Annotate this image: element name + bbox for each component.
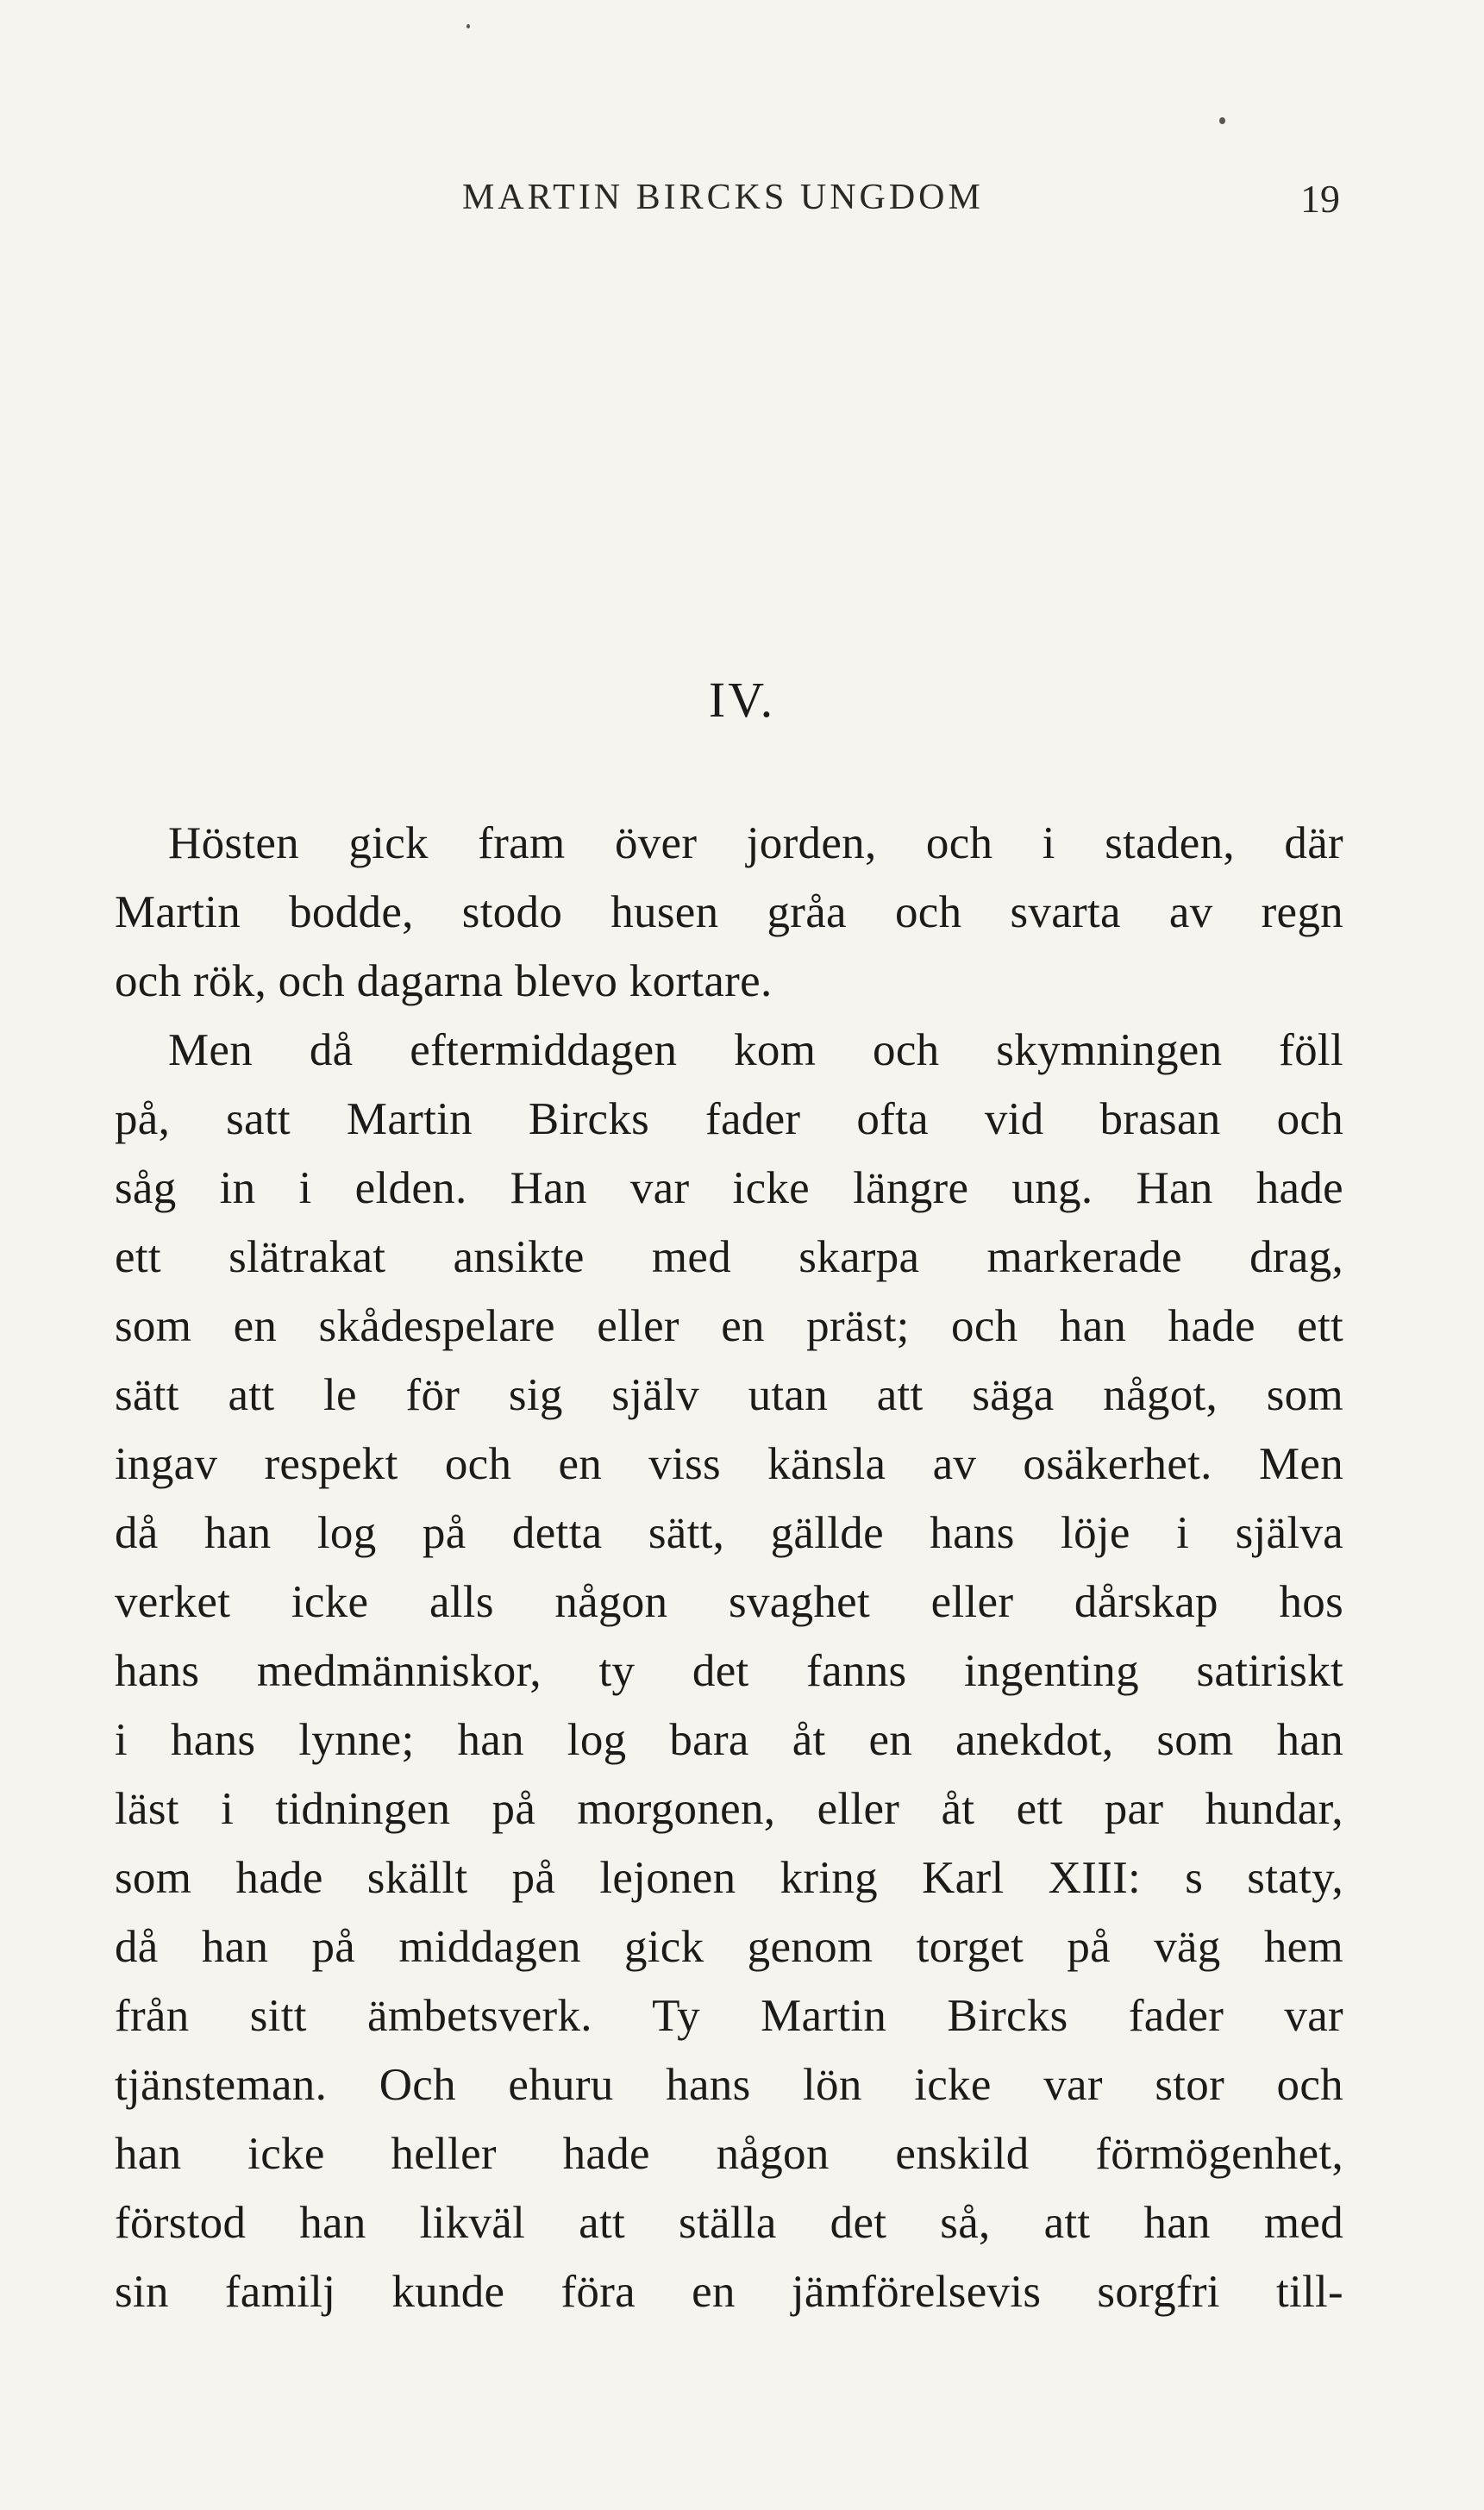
- text-line: ett slätrakat ansikte med skarpa markerade drag,: [115, 1232, 1343, 1282]
- text-line: hans medmänniskor, ty det fanns ingenting satiriskt: [115, 1646, 1343, 1696]
- print-speck: [1219, 117, 1225, 124]
- text-line: i hans lynne; han log bara åt en anekdot, som han: [115, 1715, 1343, 1765]
- running-head: MARTIN BIRCKS UNGDOM: [462, 178, 984, 217]
- text-line: ingav respekt och en viss känsla av osäkerhet. Men: [115, 1439, 1343, 1489]
- text-line: han icke heller hade någon enskild förmögenhet,: [115, 2129, 1343, 2179]
- text-line: sätt att le för sig själv utan att säga något, som: [115, 1370, 1343, 1420]
- text-line: som en skådespelare eller en präst; och han hade ett: [115, 1301, 1343, 1351]
- text-line: sin familj kunde föra en jämförelsevis sorgfri till-: [115, 2267, 1343, 2317]
- text-line: Martin bodde, stodo husen gråa och svarta av regn: [115, 887, 1343, 937]
- print-speck: [466, 24, 470, 28]
- text-line: tjänsteman. Och ehuru hans lön icke var stor och: [115, 2060, 1343, 2110]
- chapter-heading: IV.: [708, 672, 776, 728]
- text-line: förstod han likväl att ställa det så, att han med: [115, 2198, 1343, 2248]
- text-line: från sitt ämbetsverk. Ty Martin Bircks fader var: [115, 1991, 1343, 2041]
- text-line: då han på middagen gick genom torget på väg hem: [115, 1922, 1343, 1972]
- text-line: Men då eftermiddagen kom och skymningen föll: [168, 1025, 1343, 1075]
- text-line: läst i tidningen på morgonen, eller åt ett par hundar,: [115, 1784, 1343, 1834]
- text-line: och rök, och dagarna blevo kortare.: [115, 956, 773, 1006]
- text-line: då han log på detta sätt, gällde hans löje i själva: [115, 1508, 1343, 1558]
- page-number: 19: [1300, 177, 1340, 221]
- text-line: Hösten gick fram över jorden, och i staden, där: [168, 818, 1343, 868]
- text-line: på, satt Martin Bircks fader ofta vid brasan och: [115, 1094, 1343, 1144]
- text-line: verket icke alls någon svaghet eller dårskap hos: [115, 1577, 1343, 1627]
- text-line: såg in i elden. Han var icke längre ung. Han hade: [115, 1163, 1343, 1213]
- body-text: [115, 809, 1343, 2326]
- text-line: som hade skällt på lejonen kring Karl XIII: s staty,: [115, 1853, 1343, 1903]
